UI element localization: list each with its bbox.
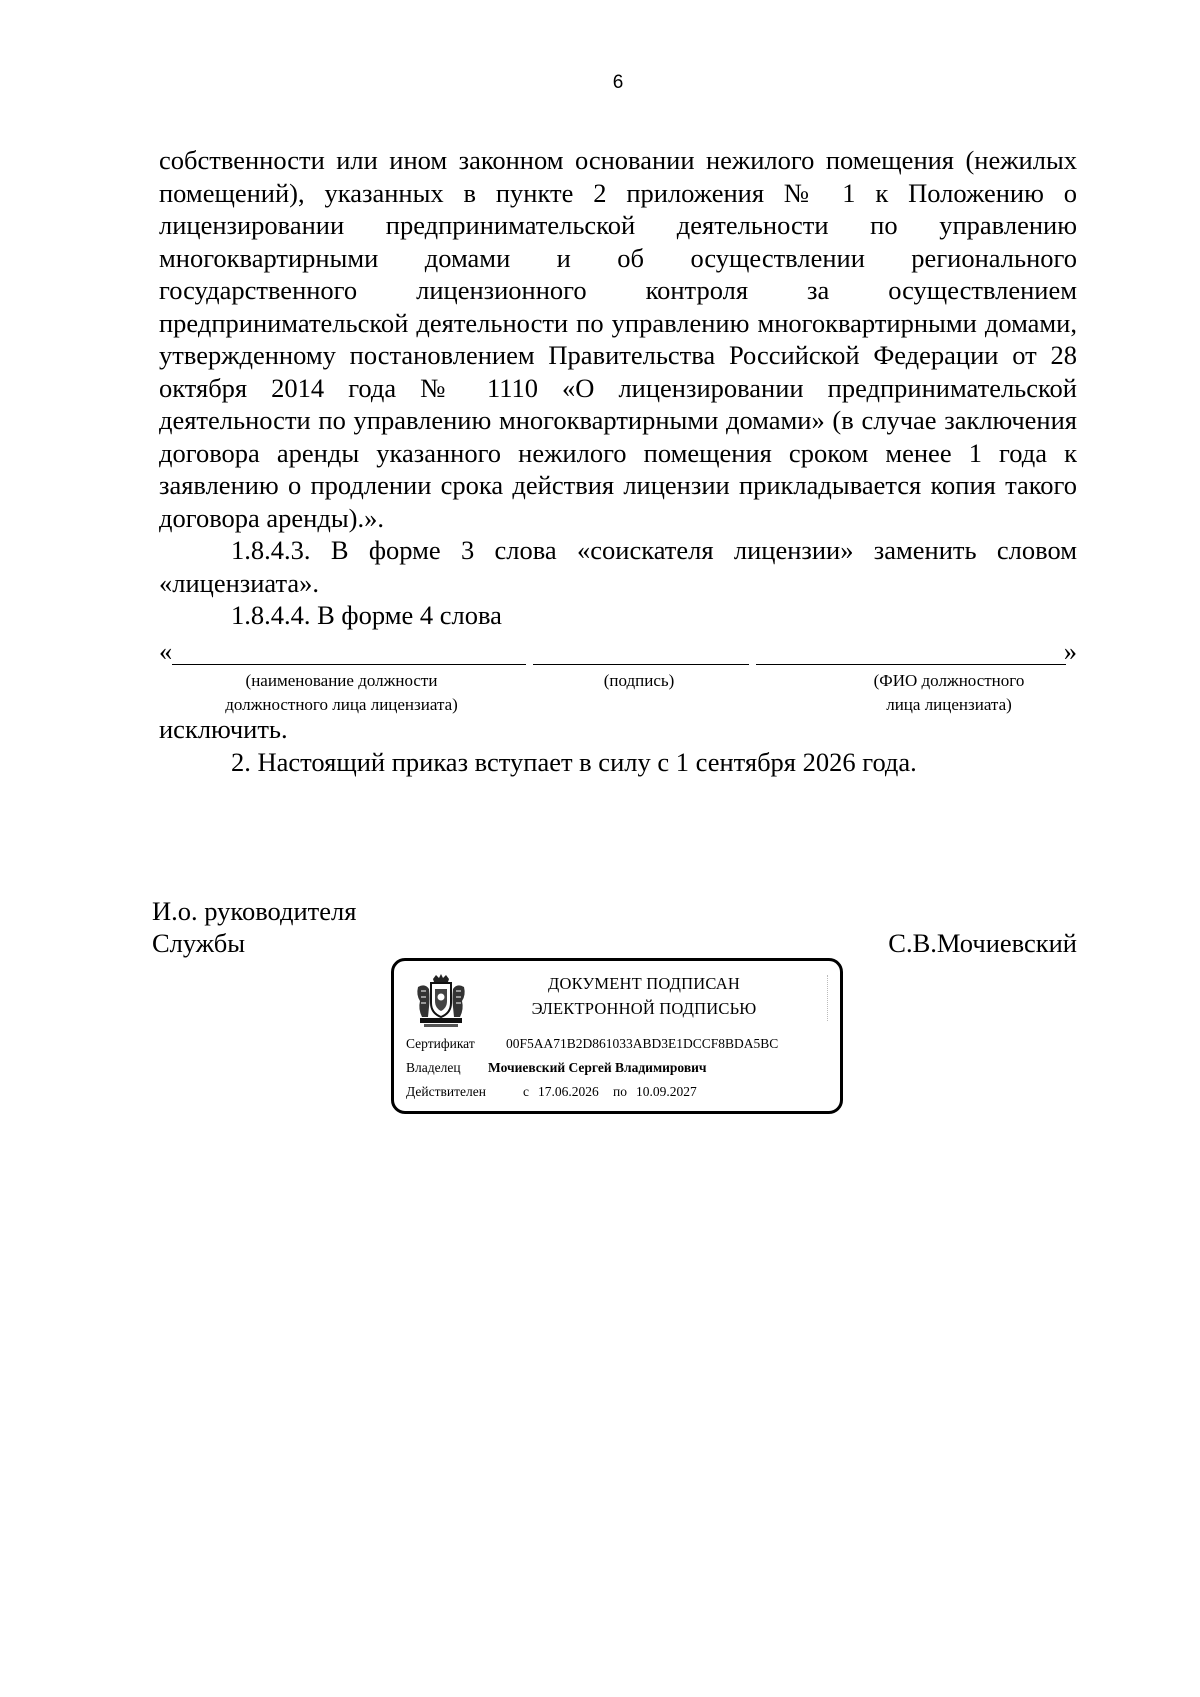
valid-from-prefix: с xyxy=(523,1084,529,1099)
paragraph-continuation: собственности или ином законном основании нежилого помещения (нежилых помещений), указанных в пункте 2 приложения № 1 к Положению о лицензировании предпринимательской деятельности по управлению многоквартирными домами и об осуществлении регионального государственного лицензионного контроля за осуществлением предпринимательской деятельности по управлению многоквартирными домами, утвержденному постановлением Правительства Российской Федерации от 28 октября 2014 года № 1110 «О лицензировании предпринимательской деятельности по управлению многоквартирными домами» (в случае заключения договора аренды указанного нежилого помещения сроком менее 1 года к заявлению о продлении срока действия лицензии прикладывается копия такого договора аренды).». xyxy=(159,145,1077,533)
position-line xyxy=(172,664,526,665)
valid-to-prefix: по xyxy=(613,1084,627,1099)
item-2: 2. Настоящий приказ вступает в силу с 1 сентября 2026 года. xyxy=(231,746,917,777)
certificate-row xyxy=(406,1035,779,1053)
after-form-text xyxy=(159,713,1077,778)
signer-position-line1: И.о. руководителя xyxy=(152,896,357,926)
valid-row xyxy=(406,1083,697,1101)
caption-position-line1: (наименование должности xyxy=(245,671,438,690)
caption-name-line1: (ФИО должностного xyxy=(873,671,1025,690)
stamp-dotted-mark xyxy=(827,975,830,1021)
valid-from: 17.06.2026 xyxy=(538,1084,599,1099)
signer-name: С.В.Мочиевский xyxy=(888,928,1077,958)
document-body xyxy=(159,144,1077,632)
page-number: 6 xyxy=(612,72,624,93)
caption-position xyxy=(189,669,494,717)
signer-position xyxy=(152,895,356,959)
quote-close: » xyxy=(1063,636,1077,666)
signer-position-line2: Службы xyxy=(152,928,246,958)
caption-name xyxy=(809,669,1089,717)
stamp-title xyxy=(494,971,794,1021)
item-1-8-4-4: 1.8.4.4. В форме 4 слова xyxy=(231,600,502,630)
caption-name-line2: лица лицензиата) xyxy=(886,695,1012,714)
quote-open: « xyxy=(159,636,173,666)
coat-of-arms-icon xyxy=(414,973,468,1029)
item-1-8-4-3: 1.8.4.3. В форме 3 слова «соискателя лицензии» заменить словом «лицензиата». xyxy=(159,535,1077,598)
valid-to: 10.09.2027 xyxy=(636,1084,697,1099)
caption-signature xyxy=(569,669,709,693)
signature-form-block xyxy=(159,636,1077,714)
stamp-title-line1: ДОКУМЕНТ ПОДПИСАН xyxy=(548,974,740,993)
owner-row xyxy=(406,1059,707,1077)
stamp-title-line2: ЭЛЕКТРОННОЙ ПОДПИСЬЮ xyxy=(531,999,757,1018)
exclude-text: исключить. xyxy=(159,714,288,744)
owner-value: Мочиевский Сергей Владимирович xyxy=(488,1060,707,1075)
caption-position-line2: должностного лица лицензиата) xyxy=(225,695,458,714)
owner-label: Владелец xyxy=(406,1060,461,1075)
name-line xyxy=(756,664,1066,665)
caption-signature-text: (подпись) xyxy=(603,671,675,690)
e-signature-stamp xyxy=(391,958,843,1114)
certificate-value: 00F5AA71B2D861033ABD3E1DCCF8BDA5BC xyxy=(506,1036,779,1051)
valid-label: Действителен xyxy=(406,1084,486,1099)
signature-line xyxy=(533,664,749,665)
certificate-label: Сертификат xyxy=(406,1036,475,1051)
